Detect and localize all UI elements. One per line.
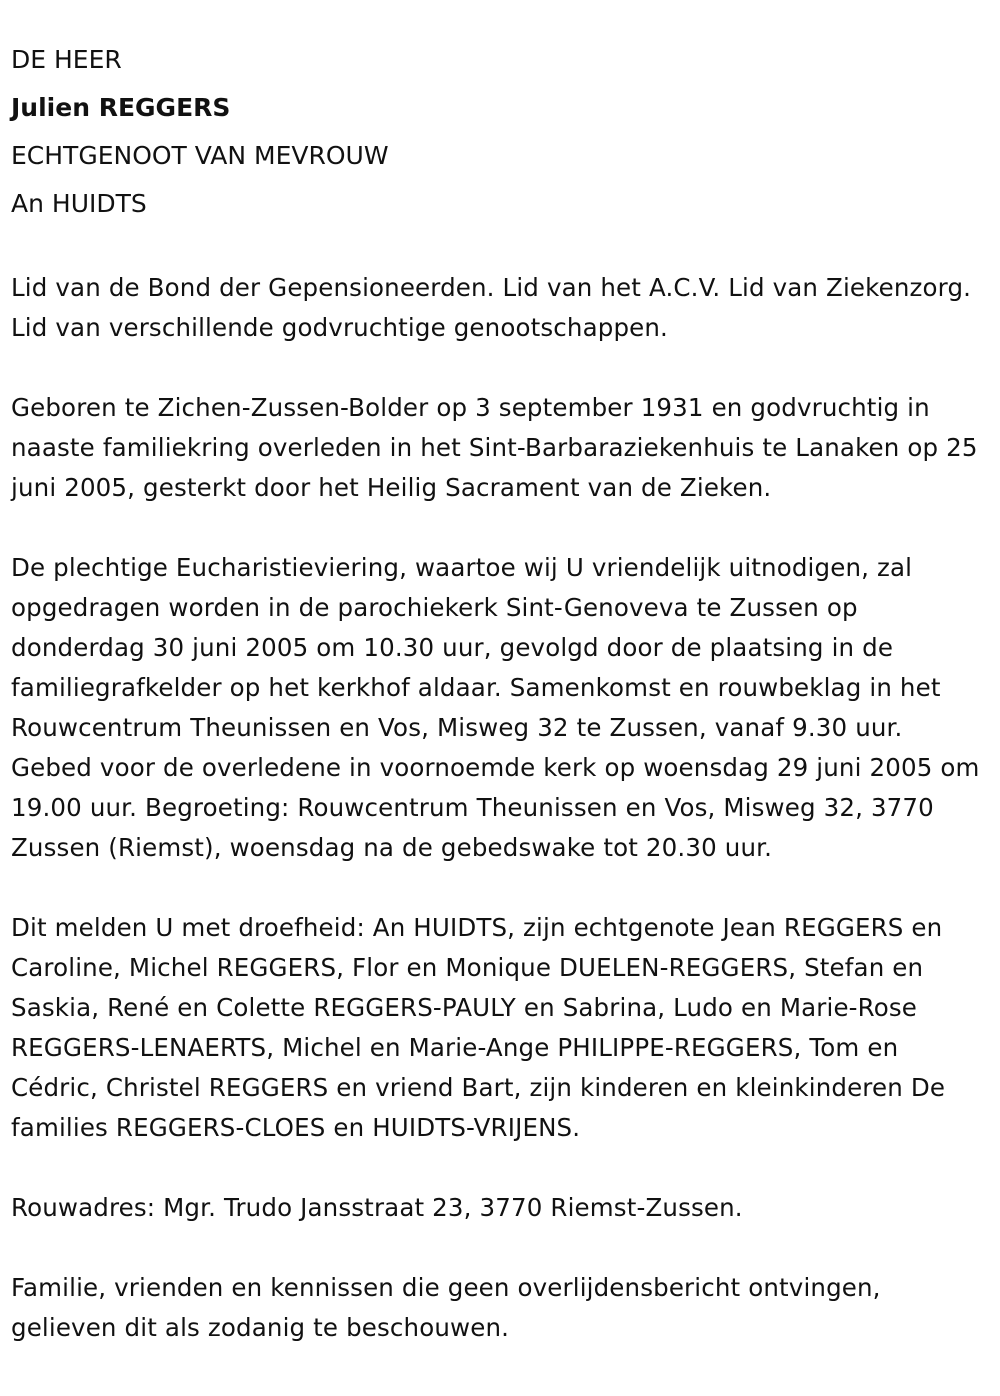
deceased-name: Julien REGGERS [11,93,231,122]
honorific-line: DE HEER [11,45,122,74]
spouse-label: ECHTGENOOT VAN MEVROUW [11,141,389,170]
address-paragraph: Rouwadres: Mgr. Trudo Jansstraat 23, 3770 Riemst-Zussen. [11,1193,743,1222]
memberships-paragraph: Lid van de Bond der Gepensioneerden. Lid van het A.C.V. Lid van Ziekenzorg. Lid van verschillende godvruchtige genootschappen. [11,273,972,342]
family-paragraph: Dit melden U met droefheid: An HUIDTS, zijn echtgenote Jean REGGERS en Caroline, Michel REGGERS, Flor en Monique DUELEN-REGGERS, Stefan en Saskia, René en Colette REGGERS-PAULY en Sabrina, Ludo en Marie-Rose REGGERS-LENAERTS, Michel en Marie-Ange PHILIPPE-REGGERS, Tom en Cédric, Christel REGGERS en vriend Bart, zijn kinderen en kleinkinderen De families REGGERS-CLOES en HUIDTS-VRIJENS. [11,913,946,1142]
ceremony-paragraph: De plechtige Eucharistieviering, waartoe wij U vriendelijk uitnodigen, zal opgedragen worden in de parochiekerk Sint-Genoveva te Zussen op donderdag 30 juni 2005 om 10.30 uur, gevolgd door de plaatsing in de familiegrafkelder op het kerkhof aldaar. Samenkomst en rouwbeklag in het Rouwcentrum Theunissen en Vos, Misweg 32 te Zussen, vanaf 9.30 uur. Gebed voor de overledene in voornoemde kerk op woensdag 29 juni 2005 om 19.00 uur. Begroeting: Rouwcentrum Theunissen en Vos, Misweg 32, 3770 Zussen (Riemst), woensdag na de gebedswake tot 20.30 uur. [11,553,980,862]
spouse-name: An HUIDTS [11,189,147,218]
birth-death-paragraph: Geboren te Zichen-Zussen-Bolder op 3 september 1931 en godvruchtig in naaste familiekring overleden in het Sint-Barbaraziekenhuis te Lanaken op 25 juni 2005, gesterkt door het Heilig Sacrament van de Zieken. [11,393,978,502]
obituary-header [11,0,986,228]
closing-paragraph: Familie, vrienden en kennissen die geen overlijdensbericht ontvingen, gelieven dit als zodanig te beschouwen. [11,1273,881,1342]
